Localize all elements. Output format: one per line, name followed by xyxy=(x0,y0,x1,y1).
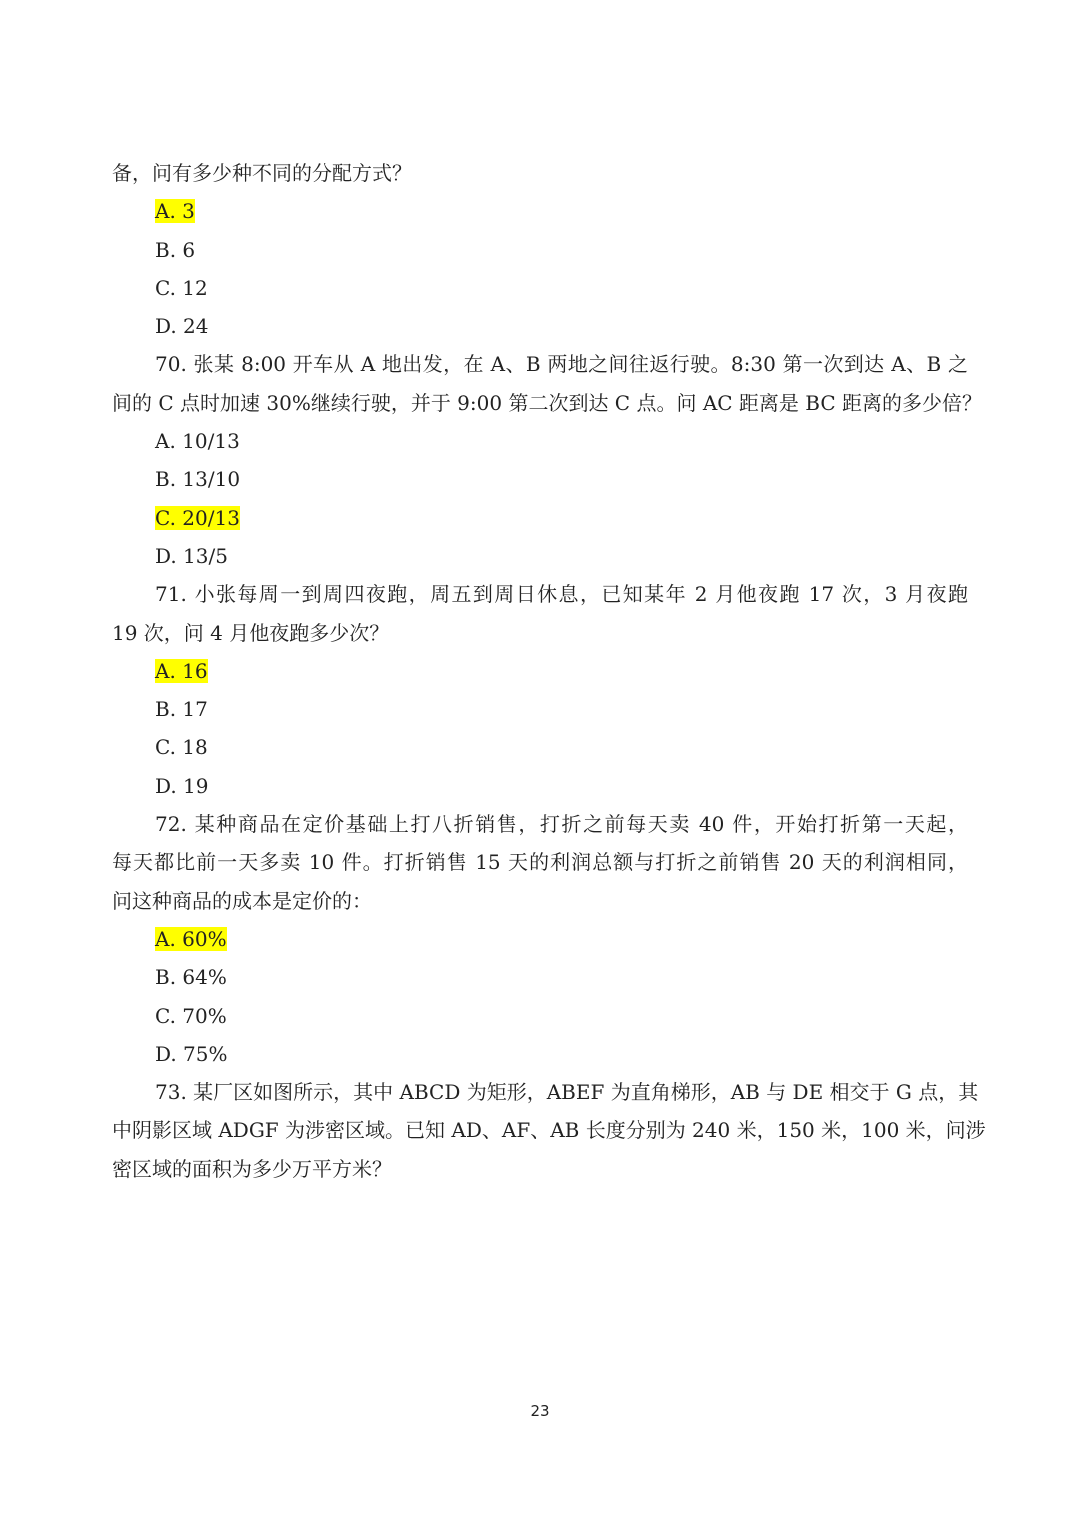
question-69-option-b: B. 6 xyxy=(155,237,196,262)
question-70-line-2: 间的 C 点时加速 30%继续行驶，并于 9:00 第二次到达 C 点。问 AC 距离是 BC 距离的多少倍？ xyxy=(112,390,983,415)
question-72-line-2: 每天都比前一天多卖 10 件。打折销售 15 天的利润总额与打折之前销售 20 天的利润相同， xyxy=(112,850,968,875)
question-72-option-c: C. 70% xyxy=(155,1003,227,1028)
question-73-line-3: 密区域的面积为多少万平方米？ xyxy=(112,1156,392,1181)
question-73-line-2: 中阴影区域 ADGF 为涉密区域。已知 AD、AF、AB 长度分别为 240 米，150 米，100 米，问涉 xyxy=(112,1118,986,1143)
question-73-line-1: 73. 某厂区如图所示，其中 ABCD 为矩形，ABEF 为直角梯形，AB 与 DE 相交于 G 点，其 xyxy=(155,1080,979,1105)
question-69-option-a xyxy=(112,192,968,230)
question-72-option-d: D. 75% xyxy=(155,1041,228,1066)
question-72-line-3: 问这种商品的成本是定价的： xyxy=(112,888,372,913)
question-70-line-1: 70. 张某 8:00 开车从 A 地出发，在 A、B 两地之间往返行驶。8:30 第一次到达 A、B 之 xyxy=(155,352,968,377)
question-71-option-a xyxy=(112,652,968,690)
page-content xyxy=(112,154,986,1188)
question-70-option-c xyxy=(112,499,968,537)
answer-highlight: A. 16 xyxy=(155,658,208,683)
question-71-option-d: D. 19 xyxy=(155,773,209,798)
page-number: 23 xyxy=(530,1402,550,1420)
question-70-option-b: B. 13/10 xyxy=(155,467,241,492)
question-71-option-b: B. 17 xyxy=(155,697,208,722)
question-72-line-1: 72. 某种商品在定价基础上打八折销售，打折之前每天卖 40 件，开始打折第一天起， xyxy=(155,812,968,837)
answer-highlight: A. 3 xyxy=(155,199,195,224)
question-69-text: 备，问有多少种不同的分配方式？ xyxy=(112,161,412,185)
question-70-option-a: A. 10/13 xyxy=(155,429,240,454)
question-69-option-d: D. 24 xyxy=(155,314,209,339)
question-72-option-b: B. 64% xyxy=(155,965,227,990)
answer-highlight: C. 20/13 xyxy=(155,505,240,530)
question-70-option-d: D. 13/5 xyxy=(155,543,228,568)
question-72-option-a xyxy=(112,920,968,958)
question-71-option-c: C. 18 xyxy=(155,735,208,760)
question-71-line-1: 71. 小张每周一到周四夜跑，周五到周日休息，已知某年 2 月他夜跑 17 次，3 月夜跑 xyxy=(155,582,968,607)
question-71-line-2: 19 次，问 4 月他夜跑多少次？ xyxy=(112,620,390,645)
answer-highlight: A. 60% xyxy=(155,926,227,951)
question-69-option-c: C. 12 xyxy=(155,275,208,300)
